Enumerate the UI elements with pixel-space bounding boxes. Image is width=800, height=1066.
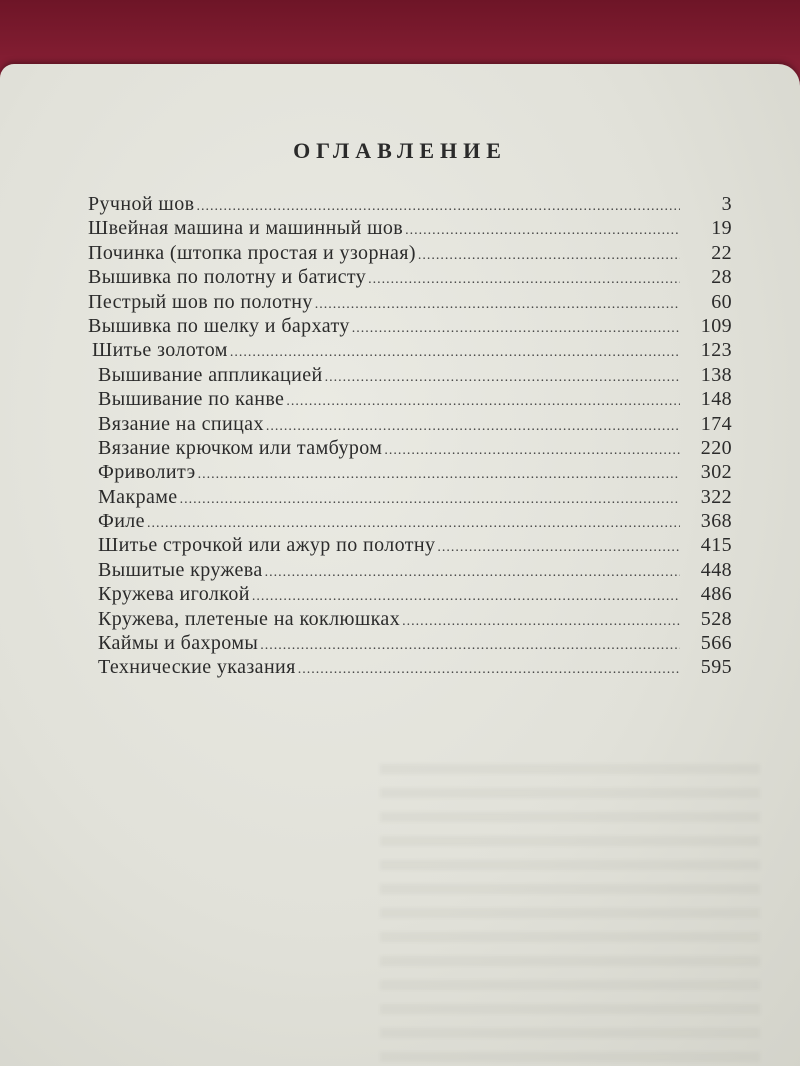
toc-entry bbox=[88, 363, 732, 387]
dot-leader bbox=[298, 658, 680, 682]
toc-entry-page: 322 bbox=[700, 485, 732, 508]
toc-entry-label: Вышивка по шелку и бархату bbox=[88, 314, 350, 337]
toc-entry bbox=[88, 509, 732, 533]
toc-entry-page: 302 bbox=[700, 461, 732, 484]
toc-entry-page: 60 bbox=[711, 290, 732, 313]
toc-entry bbox=[88, 485, 732, 509]
bleed-through-text bbox=[380, 764, 760, 1066]
toc-entry-label: Починка (штопка простая и узорная) bbox=[88, 241, 416, 264]
dot-leader bbox=[265, 561, 680, 585]
dot-leader bbox=[286, 390, 680, 414]
toc-entry bbox=[88, 533, 732, 557]
toc-entry-page: 3 bbox=[721, 193, 732, 215]
dot-leader bbox=[368, 268, 680, 292]
toc-entry bbox=[88, 338, 732, 362]
toc-entry-label: Филе bbox=[98, 510, 145, 533]
toc-entry-page: 528 bbox=[700, 607, 732, 630]
dot-leader bbox=[405, 219, 680, 243]
toc-entry-page: 28 bbox=[711, 266, 732, 289]
toc-entry-label: Вязание крючком или тамбуром bbox=[98, 436, 383, 459]
toc-entry bbox=[88, 655, 732, 679]
toc-entry bbox=[88, 582, 732, 606]
toc-entry-label: Вышитые кружева bbox=[98, 558, 263, 581]
dot-leader bbox=[180, 488, 680, 512]
dot-leader bbox=[315, 293, 680, 317]
toc-entry bbox=[88, 631, 732, 655]
toc-entry-label: Вышивание аппликацией bbox=[98, 363, 323, 386]
dot-leader bbox=[352, 317, 680, 341]
toc-entry-label: Шитье строчкой или ажур по полотну bbox=[98, 534, 436, 557]
toc-entry-label: Шитье золотом bbox=[92, 339, 228, 362]
toc-entry-label: Кружева иголкой bbox=[98, 583, 250, 606]
page-title: ОГЛАВЛЕНИЕ bbox=[293, 138, 507, 163]
toc-entry-label: Макраме bbox=[98, 485, 178, 508]
dot-leader bbox=[325, 366, 680, 390]
toc-entry bbox=[88, 558, 732, 582]
dot-leader bbox=[384, 439, 680, 463]
toc-entry-label: Вязание на спицах bbox=[98, 412, 264, 435]
toc-entry-page: 148 bbox=[700, 388, 732, 411]
toc-entry-page: 595 bbox=[700, 656, 732, 679]
toc-entry bbox=[88, 607, 732, 631]
toc-entry-page: 22 bbox=[711, 241, 732, 264]
toc-entry-label: Ручной шов bbox=[88, 193, 195, 215]
toc-entry bbox=[88, 460, 732, 484]
table-of-contents bbox=[88, 192, 732, 680]
toc-entry bbox=[88, 265, 732, 289]
dot-leader bbox=[402, 610, 680, 634]
toc-entry-page: 174 bbox=[700, 412, 732, 435]
toc-entry-label: Швейная машина и машинный шов bbox=[88, 217, 404, 240]
toc-entry-page: 486 bbox=[700, 583, 732, 606]
toc-entry bbox=[88, 314, 732, 338]
toc-entry bbox=[88, 216, 732, 240]
dot-leader bbox=[260, 634, 680, 658]
toc-entry-label: Каймы и бахромы bbox=[98, 632, 259, 655]
toc-entry-label: Вышивание по канве bbox=[98, 388, 285, 411]
toc-entry-page: 220 bbox=[700, 436, 732, 459]
toc-entry-label: Вышивка по полотну и батисту bbox=[88, 266, 367, 289]
dot-leader bbox=[198, 463, 680, 487]
toc-entry-label: Кружева, плетеные на коклюшках bbox=[98, 607, 401, 630]
toc-entry-label: Технические указания bbox=[98, 656, 296, 679]
toc-entry bbox=[88, 412, 732, 436]
toc-entry-page: 19 bbox=[711, 217, 732, 240]
toc-entry-page: 448 bbox=[700, 558, 732, 581]
toc-entry bbox=[88, 436, 732, 460]
toc-entry-page: 123 bbox=[700, 339, 732, 362]
toc-entry bbox=[88, 192, 732, 216]
toc-entry-label: Фриволитэ bbox=[98, 461, 196, 484]
toc-entry bbox=[88, 290, 732, 314]
toc-entry-page: 109 bbox=[700, 314, 732, 337]
dot-leader bbox=[437, 536, 680, 560]
dot-leader bbox=[418, 244, 680, 268]
toc-entry bbox=[88, 241, 732, 265]
toc-entry-page: 415 bbox=[700, 534, 732, 557]
toc-entry-page: 368 bbox=[700, 510, 732, 533]
toc-entry-page: 138 bbox=[700, 363, 732, 386]
toc-entry-page: 566 bbox=[700, 632, 732, 655]
toc-entry bbox=[88, 387, 732, 411]
toc-entry-label: Пестрый шов по полотну bbox=[88, 290, 313, 313]
